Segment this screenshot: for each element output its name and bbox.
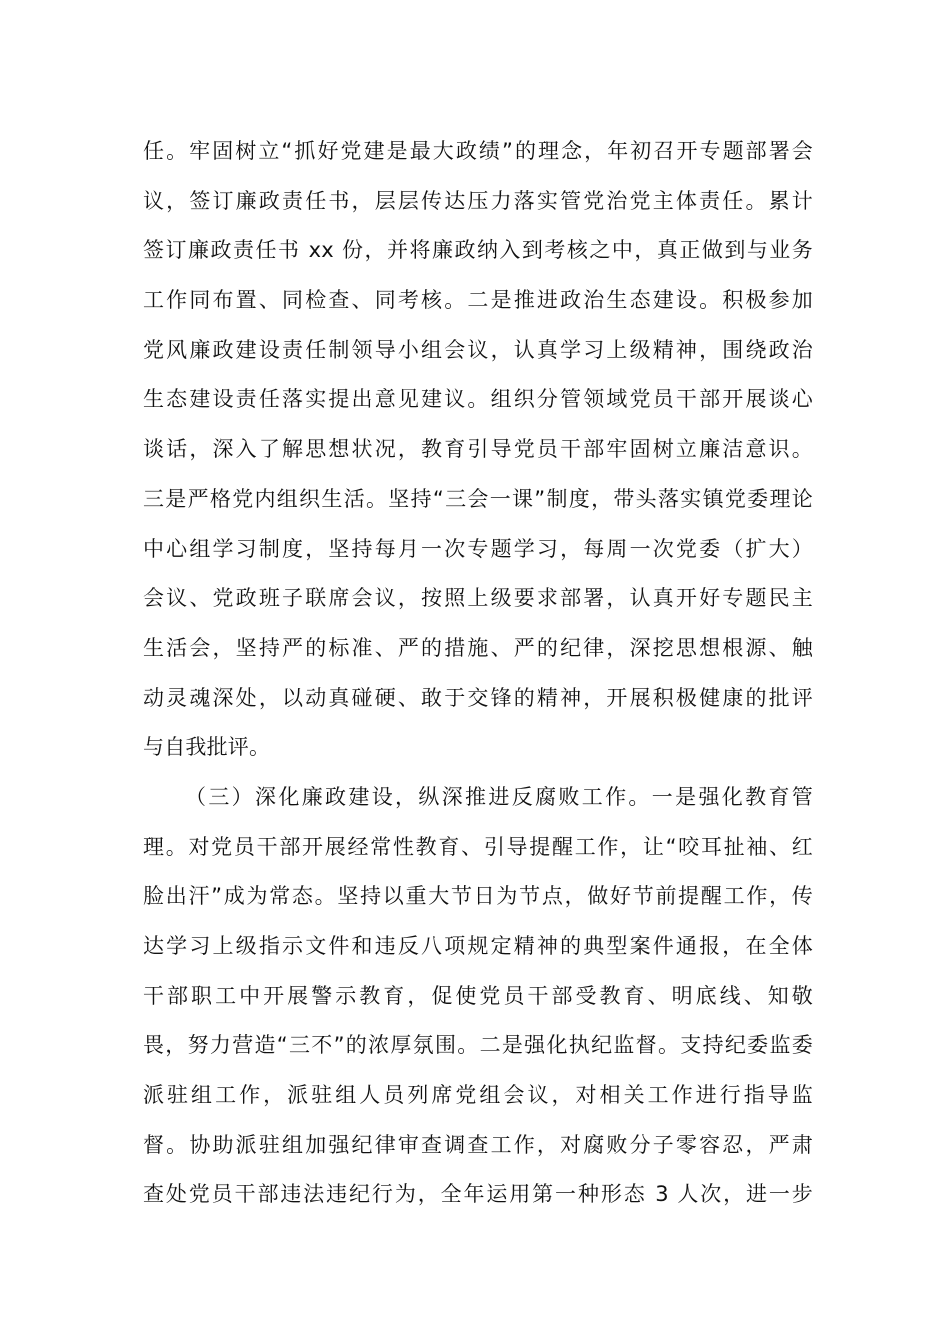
text-line: 达学习上级指示文件和违反八项规定精神的典型案件通报，在全体: [143, 934, 813, 958]
text-line: 查处党员干部违法违纪行为，全年运用第一种形态 3 人次，进一步: [143, 1182, 813, 1207]
text-line: 理。对党员干部开展经常性教育、引导提醒工作，让“咬耳扯袖、红: [143, 834, 813, 859]
text-line: 生态建设责任落实提出意见建议。组织分管领域党员干部开展谈心: [143, 387, 813, 412]
text-line: 中心组学习制度，坚持每月一次专题学习，每周一次党委（扩大）: [143, 536, 813, 561]
text-line: 谈话，深入了解思想状况，教育引导党员干部牢固树立廉洁意识。: [143, 437, 813, 462]
text-line: 签订廉政责任书 xx 份，并将廉政纳入到考核之中，真正做到与业务: [143, 238, 813, 263]
text-line: 工作同布置、同检查、同考核。二是推进政治生态建设。积极参加: [143, 288, 813, 313]
body-text: [143, 127, 813, 1220]
text-line: 干部职工中开展警示教育，促使党员干部受教育、明底线、知敬: [143, 983, 813, 1008]
text-line: 党风廉政建设责任制领导小组会议，认真学习上级精神，围绕政治: [143, 337, 813, 362]
text-line: 动灵魂深处，以动真碰硬、敢于交锋的精神，开展积极健康的批评: [143, 685, 813, 710]
text-line: 畏，努力营造“三不”的浓厚氛围。二是强化执纪监督。支持纪委监委: [143, 1033, 813, 1058]
text-line: 督。协助派驻组加强纪律审查调查工作，对腐败分子零容忍，严肃: [143, 1132, 813, 1157]
text-line: 三是严格党内组织生活。坚持“三会一课”制度，带头落实镇党委理论: [143, 486, 813, 511]
text-line: 任。牢固树立“抓好党建是最大政绩”的理念，年初召开专题部署会: [143, 139, 813, 163]
section-heading-line: （三）深化廉政建设，纵深推进反腐败工作。一是强化教育管: [185, 784, 813, 809]
text-line: 派驻组工作，派驻组人员列席党组会议，对相关工作进行指导监: [143, 1083, 813, 1108]
paragraph-end-line: 与自我批评。: [143, 735, 271, 760]
text-line: 脸出汗”成为常态。坚持以重大节日为节点，做好节前提醒工作，传: [143, 884, 813, 909]
text-line: 会议、党政班子联席会议，按照上级要求部署，认真开好专题民主: [143, 586, 813, 611]
text-line: 生活会，坚持严的标准、严的措施、严的纪律，深挖思想根源、触: [143, 635, 813, 660]
text-line: 议，签订廉政责任书，层层传达压力落实管党治党主体责任。累计: [143, 188, 813, 213]
